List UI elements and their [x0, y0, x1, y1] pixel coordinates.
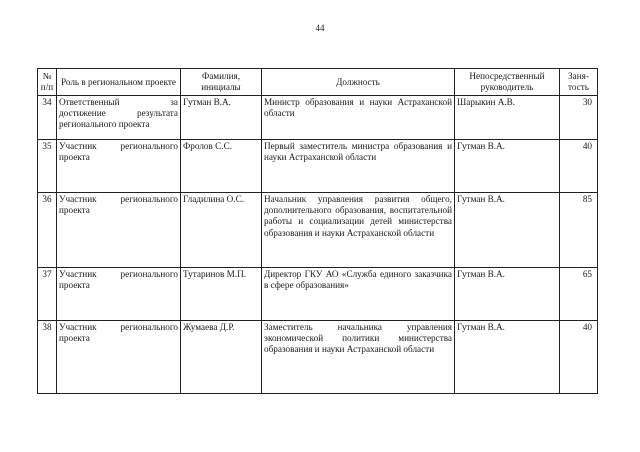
cell-supervisor: Гутман В.А. [455, 140, 560, 193]
cell-name: Фролов С.С. [181, 140, 262, 193]
cell-role: Участник регионального проекта [57, 193, 181, 268]
cell-name: Тутаринов М.П. [181, 268, 262, 321]
cell-supervisor: Гутман В.А. [455, 268, 560, 321]
table-header-row [38, 69, 598, 96]
cell-num: 36 [38, 193, 57, 268]
table-row [38, 321, 598, 394]
page-number: 44 [315, 23, 325, 33]
project-roster-table [37, 68, 598, 394]
cell-position: Первый заместитель министра образования и науки Астраханской области [262, 140, 455, 193]
header-name: Фамилия, инициалы [181, 69, 262, 96]
cell-role: Ответственный за достижение результата регионального проекта [57, 96, 181, 140]
cell-load: 85 [560, 193, 598, 268]
cell-load: 40 [560, 321, 598, 394]
cell-position: Директор ГКУ АО «Служба единого заказчика в сфере образования» [262, 268, 455, 321]
cell-load: 40 [560, 140, 598, 193]
cell-name: Гладилина О.С. [181, 193, 262, 268]
cell-name: Жумаева Д.Р. [181, 321, 262, 394]
header-num: № п/п [38, 69, 57, 96]
cell-position: Министр образования и науки Астраханской области [262, 96, 455, 140]
cell-num: 35 [38, 140, 57, 193]
cell-supervisor: Гутман В.А. [455, 193, 560, 268]
header-load: Заня-тость [560, 69, 598, 96]
cell-role: Участник регионального проекта [57, 321, 181, 394]
cell-load: 65 [560, 268, 598, 321]
cell-num: 34 [38, 96, 57, 140]
cell-num: 38 [38, 321, 57, 394]
cell-name: Гутман В.А. [181, 96, 262, 140]
header-role: Роль в региональном проекте [57, 69, 181, 96]
cell-supervisor: Шарыкин А.В. [455, 96, 560, 140]
cell-position: Начальник управления развития общего, дополнительного образования, воспитательной работы и социализации детей министерства образования и науки Астраханской области [262, 193, 455, 268]
cell-supervisor: Гутман В.А. [455, 321, 560, 394]
header-supervisor: Непосредственный руководитель [455, 69, 560, 96]
table-row [38, 140, 598, 193]
cell-role: Участник регионального проекта [57, 268, 181, 321]
cell-num: 37 [38, 268, 57, 321]
table-row [38, 193, 598, 268]
table-row [38, 96, 598, 140]
cell-load: 30 [560, 96, 598, 140]
header-position: Должность [262, 69, 455, 96]
cell-role: Участник регионального проекта [57, 140, 181, 193]
cell-position: Заместитель начальника управления экономической политики министерства образования и науки Астраханской области [262, 321, 455, 394]
table-row [38, 268, 598, 321]
